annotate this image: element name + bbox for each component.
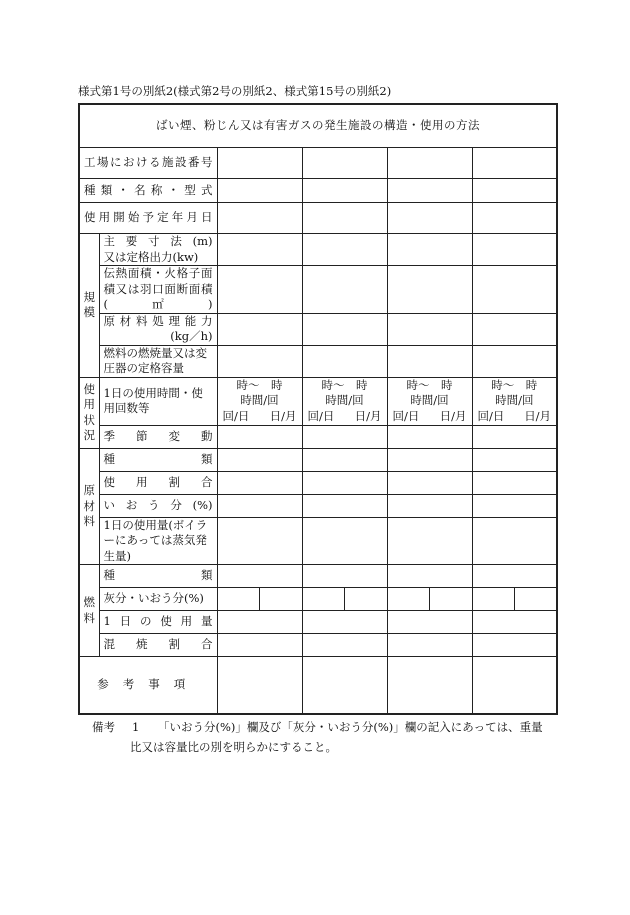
label-raw-ratio: 使用割合 (99, 471, 217, 494)
input-cell[interactable] (387, 179, 472, 203)
hours-per-use-label: 時間/回 (410, 393, 449, 408)
ash-input[interactable] (473, 588, 514, 610)
input-cell[interactable] (302, 634, 387, 657)
label-reference: 参考事項 (79, 657, 217, 714)
label-raw-kind: 種類 (99, 448, 217, 471)
ash-sulfur-cell[interactable] (387, 588, 472, 611)
times-per-day-label: 回/日 (307, 408, 335, 423)
remarks-number: 1 (132, 720, 140, 734)
ash-input[interactable] (303, 588, 345, 610)
label-kind-name-model: 種類・名称・型式 (79, 179, 217, 203)
input-cell[interactable] (302, 345, 387, 377)
input-cell[interactable] (302, 611, 387, 634)
time-range-label: 時～ 時 (491, 377, 538, 392)
input-cell[interactable] (387, 657, 472, 714)
label-fuel-volume: 燃料の燃焼量又は変圧器の定格容量 (99, 345, 217, 377)
input-cell[interactable] (217, 345, 302, 377)
input-cell[interactable] (472, 313, 557, 345)
days-per-month-label: 日/月 (524, 408, 552, 423)
input-cell[interactable] (387, 313, 472, 345)
sulfur-input[interactable] (259, 588, 302, 610)
input-cell[interactable] (302, 565, 387, 588)
input-cell[interactable] (302, 425, 387, 448)
input-cell[interactable] (217, 448, 302, 471)
ash-input[interactable] (218, 588, 260, 610)
label-usage-status: 使 用 状 況 (79, 377, 99, 448)
label-fuel: 燃 料 (79, 565, 99, 657)
input-cell[interactable] (217, 657, 302, 714)
input-cell[interactable] (387, 148, 472, 179)
label-mix-ratio: 混焼割合 (99, 634, 217, 657)
ash-sulfur-cell[interactable] (302, 588, 387, 611)
sulfur-input[interactable] (344, 588, 387, 610)
input-cell[interactable] (387, 425, 472, 448)
input-cell[interactable] (387, 203, 472, 234)
time-range-label: 時～ 時 (321, 377, 368, 392)
ash-input[interactable] (388, 588, 430, 610)
label-fuel-kind: 種類 (99, 565, 217, 588)
input-cell[interactable] (472, 634, 557, 657)
ash-sulfur-cell[interactable] (472, 588, 557, 611)
sulfur-input[interactable] (429, 588, 472, 610)
days-per-month-label: 日/月 (354, 408, 382, 423)
label-main-dim-b: 又は定格出力(kw) (103, 249, 199, 264)
form-title: ばい煙、粉じん又は有害ガスの発生施設の構造・使用の方法 (79, 104, 557, 148)
input-cell[interactable] (217, 203, 302, 234)
input-cell[interactable] (387, 448, 472, 471)
time-range-label: 時～ 時 (236, 377, 283, 392)
input-cell[interactable] (302, 203, 387, 234)
label-capacity-a: 原材料処理能力 (103, 313, 213, 328)
remarks-line-2: 比又は容量比の別を明らかにすること。 (130, 739, 337, 754)
label-heat-area: 伝熱面積・火格子面積又は羽口面断面積(㎡) (99, 266, 217, 314)
input-cell[interactable] (472, 179, 557, 203)
facility-structure-form (78, 103, 558, 715)
input-cell[interactable] (217, 565, 302, 588)
input-cell[interactable] (302, 266, 387, 314)
input-cell[interactable] (217, 266, 302, 314)
label-facility-number: 工場における施設番号 (79, 148, 217, 179)
days-per-month-label: 日/月 (439, 408, 467, 423)
input-cell[interactable] (302, 148, 387, 179)
time-cell[interactable] (472, 377, 557, 425)
remarks-label: 備考 (92, 720, 115, 734)
time-range-label: 時～ 時 (406, 377, 453, 392)
label-processing-capacity (99, 313, 217, 345)
time-cell[interactable] (302, 377, 387, 425)
hours-per-use-label: 時間/回 (240, 393, 279, 408)
times-per-day-label: 回/日 (222, 408, 250, 423)
input-cell[interactable] (472, 657, 557, 714)
input-cell[interactable] (472, 471, 557, 494)
input-cell[interactable] (387, 494, 472, 517)
form-reference-note: 様式第1号の別紙2(様式第2号の別紙2、様式第15号の別紙2) (78, 84, 392, 98)
sulfur-input[interactable] (514, 588, 556, 610)
input-cell[interactable] (217, 148, 302, 179)
input-cell[interactable] (387, 634, 472, 657)
label-raw-sulfur: いおう分(%) (99, 494, 217, 517)
input-cell[interactable] (302, 313, 387, 345)
input-cell[interactable] (472, 517, 557, 565)
input-cell[interactable] (217, 425, 302, 448)
label-main-dimensions (99, 234, 217, 266)
input-cell[interactable] (472, 425, 557, 448)
input-cell[interactable] (217, 494, 302, 517)
days-per-month-label: 日/月 (269, 408, 297, 423)
label-start-date: 使用開始予定年月日 (79, 203, 217, 234)
time-cell[interactable] (387, 377, 472, 425)
input-cell[interactable] (302, 448, 387, 471)
input-cell[interactable] (472, 148, 557, 179)
input-cell[interactable] (217, 313, 302, 345)
times-per-day-label: 回/日 (392, 408, 420, 423)
input-cell[interactable] (217, 234, 302, 266)
input-cell[interactable] (302, 494, 387, 517)
input-cell[interactable] (472, 266, 557, 314)
hours-per-use-label: 時間/回 (495, 393, 534, 408)
input-cell[interactable] (217, 517, 302, 565)
input-cell[interactable] (387, 345, 472, 377)
input-cell[interactable] (387, 565, 472, 588)
ash-sulfur-cell[interactable] (217, 588, 302, 611)
label-daily-use: 1日の使用量(ボイラーにあっては蒸気発生量) (99, 517, 217, 565)
input-cell[interactable] (302, 517, 387, 565)
input-cell[interactable] (302, 657, 387, 714)
input-cell[interactable] (302, 179, 387, 203)
input-cell[interactable] (217, 179, 302, 203)
label-ash-sulfur: 灰分・いおう分(%) (99, 588, 217, 611)
input-cell[interactable] (472, 234, 557, 266)
input-cell[interactable] (472, 345, 557, 377)
hours-per-use-label: 時間/回 (325, 393, 364, 408)
label-scale: 規 模 (79, 234, 99, 378)
input-cell[interactable] (387, 234, 472, 266)
input-cell[interactable] (217, 634, 302, 657)
input-cell[interactable] (217, 611, 302, 634)
input-cell[interactable] (302, 234, 387, 266)
input-cell[interactable] (387, 517, 472, 565)
input-cell[interactable] (472, 611, 557, 634)
label-raw-materials: 原 材 料 (79, 448, 99, 565)
input-cell[interactable] (302, 471, 387, 494)
input-cell[interactable] (472, 203, 557, 234)
input-cell[interactable] (217, 471, 302, 494)
input-cell[interactable] (472, 448, 557, 471)
input-cell[interactable] (387, 471, 472, 494)
label-seasonal-variation: 季節変動 (99, 425, 217, 448)
remarks-line-1: 「いおう分(%)」欄及び「灰分・いおう分(%)」欄の記入にあっては、重量 (158, 720, 543, 734)
label-daily-hours: 1日の使用時間・使用回数等 (99, 377, 217, 425)
time-cell[interactable] (217, 377, 302, 425)
label-main-dim-a: 主要寸法(m) (103, 234, 213, 248)
label-capacity-b: (kg／h) (170, 329, 213, 344)
input-cell[interactable] (472, 494, 557, 517)
input-cell[interactable] (387, 611, 472, 634)
times-per-day-label: 回/日 (477, 408, 505, 423)
input-cell[interactable] (387, 266, 472, 314)
label-fuel-daily-use: 1日の使用量 (99, 611, 217, 634)
input-cell[interactable] (472, 565, 557, 588)
remarks (92, 718, 562, 757)
